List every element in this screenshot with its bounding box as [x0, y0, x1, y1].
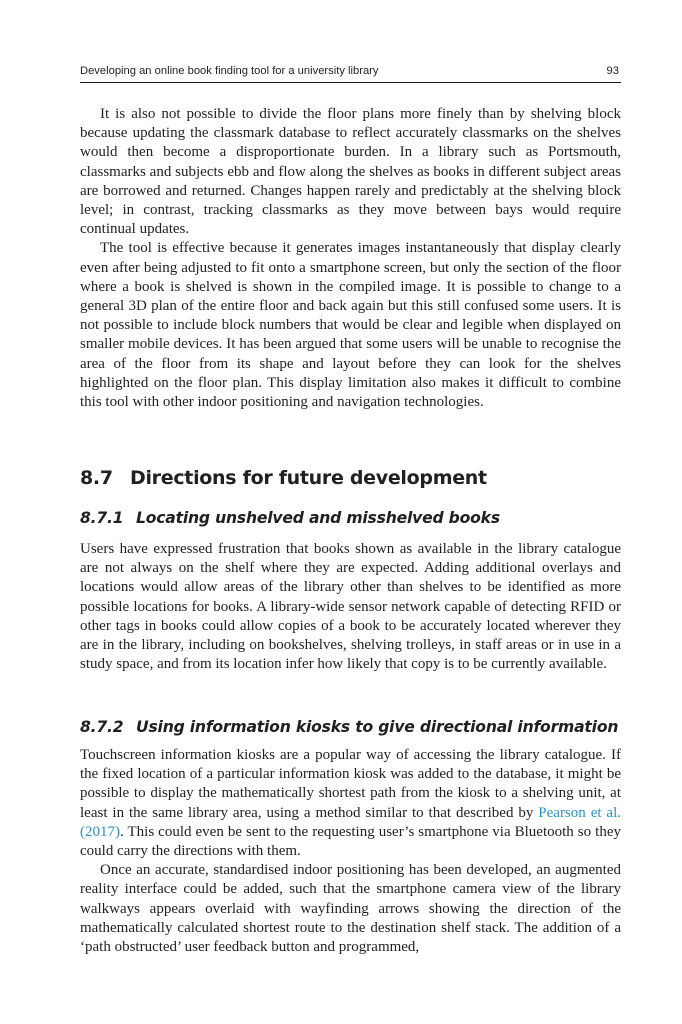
subsection-heading — [80, 716, 621, 738]
subsection-text-block — [80, 540, 621, 674]
intro-text-block — [80, 105, 621, 412]
page-number: 93 — [606, 65, 619, 77]
subsection-text-block — [80, 746, 621, 957]
body-paragraph: Once an accurate, standardised indoor positioning has been developed, an augmented reality interface could be added, such that the smartphone camera view of the library walkways appears overlaid with wayfinding arrows showing the direction of the mathematically calculated shortest route to the destination shelf stack. The addition of a ‘path obstructed’ user feedback button and programmed, — [80, 862, 621, 956]
citation-link[interactable]: Pearson et al. (2017) — [80, 804, 622, 840]
body-paragraph: Users have expressed frustration that books shown as available in the library catalogue are not always on the shelf where they are expected. Adding additional overlays and locations would allow areas of the library other than shelves to be identified as more possible locations for books. A library-wide sensor network capable of detecting RFID or other tags in books could allow copies of a book to be accurately located wherever they are in the library, including on bookshelves, shelving trolleys, in staff areas or in use in a study space, and from its location infer how likely that copy is to be currently available. — [80, 541, 621, 673]
running-title: Developing an online book finding tool for a university library — [80, 65, 379, 77]
section-title: Directions for future development — [130, 467, 487, 489]
subsection-title: Locating unshelved and misshelved books — [136, 509, 500, 527]
section-number: 8.7 — [80, 467, 113, 489]
book-page — [80, 0, 621, 1024]
body-paragraph: The tool is effective because it generates images instantaneously that display clearly even after being adjusted to fit onto a smartphone screen, but only the section of the floor where a book is shelved is shown in the compiled image. It is possible to change to a general 3D plan of the entire floor and back again but this still confused some users. It is not possible to include block numbers that would be clear and legible when displayed on smaller mobile devices. It has been argued that some users will be unable to recognise the area of the floor from its shape and layout before they can look for the shelves highlighted on the floor plan. This display limitation also makes it difficult to combine this tool with other indoor positioning and navigation technologies. — [80, 240, 621, 411]
subsection-heading — [80, 507, 621, 529]
subsection-number: 8.7.2 — [80, 718, 124, 736]
section-heading — [80, 465, 621, 491]
running-header — [80, 64, 621, 83]
paragraph-text: Touchscreen information kiosks are a popular way of accessing the library catalogue. If the fixed location of a particular information kiosk was added to the database, it might be possible to display the mathematically shortest path from the kiosk to a shelving unit, at least in the same library area, using a method similar to that described by — [80, 747, 621, 821]
subsection-number: 8.7.1 — [80, 509, 124, 527]
body-paragraph: It is also not possible to divide the floor plans more finely than by shelving block because updating the classmark database to reflect accurately classmarks on the shelves would then become a disproportionate burden. In a library such as Portsmouth, classmarks and subjects ebb and flow along the shelves as books in different subject areas are borrowed and returned. Changes happen rarely and predictably at the shelving block level; in contrast, tracking classmarks as they move between bays would require continual updates. — [80, 106, 621, 238]
subsection-title: Using information kiosks to give directional information — [136, 718, 619, 736]
paragraph-text: . This could even be sent to the requesting user’s smartphone via Bluetooth so they could carry the directions with them. — [80, 823, 621, 860]
body-paragraph — [80, 746, 621, 861]
